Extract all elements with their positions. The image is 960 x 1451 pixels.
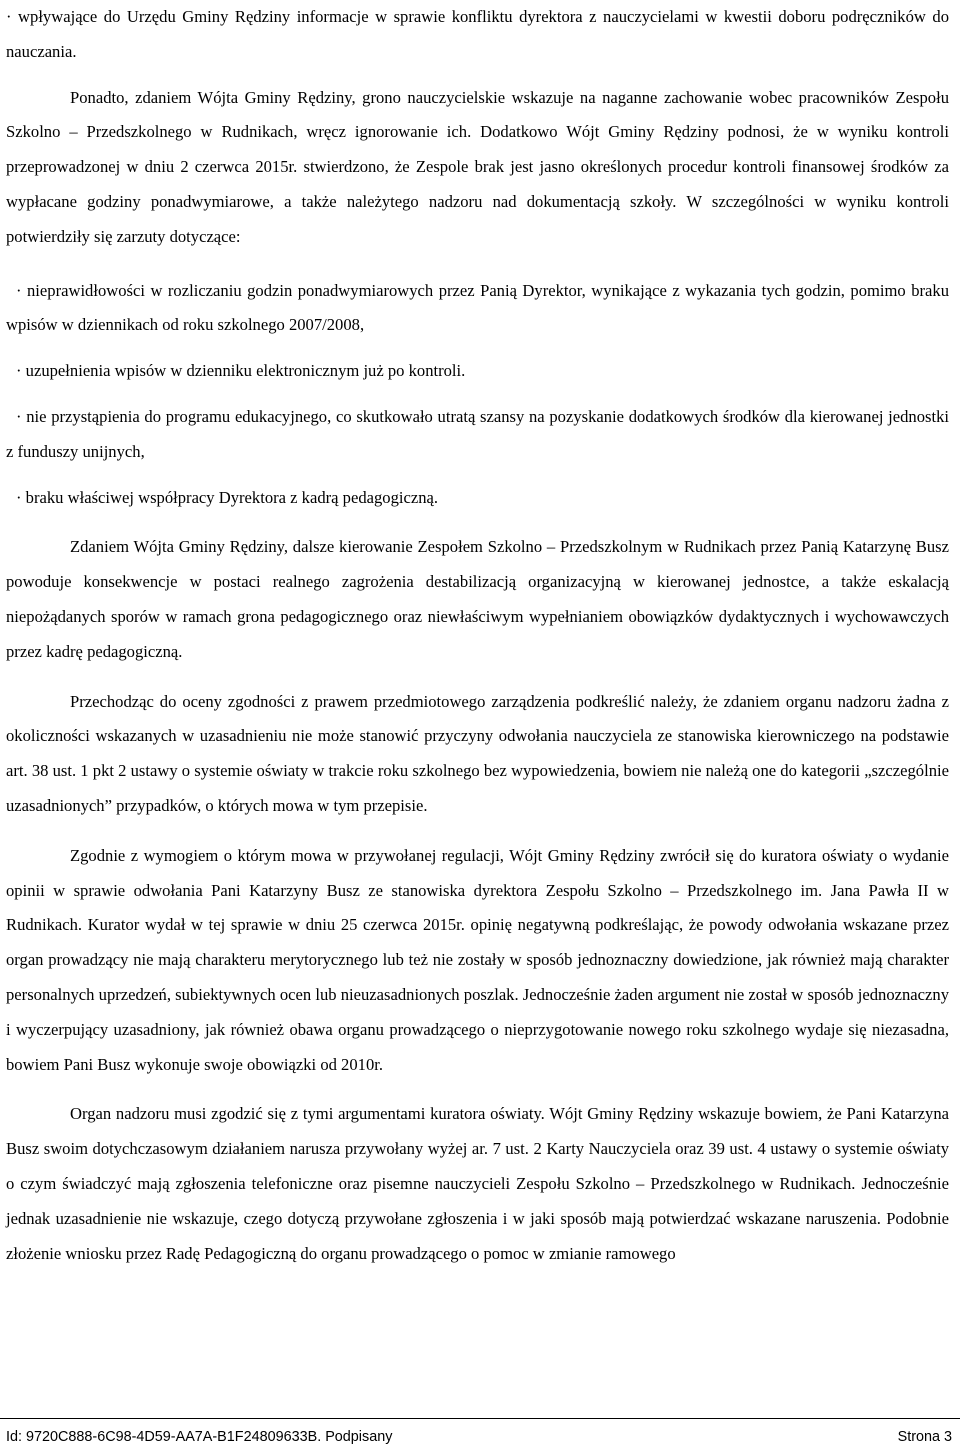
bullet-item-hours: · nieprawidłowości w rozliczaniu godzin ponadwymiarowych przez Panią Dyrektor, wynikające z wykazania tych godzin, pomimo braku wpisów w dziennikach od roku szkolnego 2007/2008,: [6, 280, 949, 335]
paragraph-ponadto: Ponadto, zdaniem Wójta Gminy Rędziny, grono nauczycielskie wskazuje na naganne zachowanie wobec pracowników Zespołu Szkolno – Przedszkolnego w Rudnikach, wręcz ignorowanie ich. Dodatkowo Wójt Gminy Rędziny podnosi, że w wyniku kontroli przeprowadzonej w dniu 2 czerwca 2015r. stwierdzono, że Zespole brak jest jasno określonych procedur kontroli finansowej środków za wypłacane godziny ponadwymiarowe, a także należytego nadzoru nad dokumentacją szkoły. W szczególności w wyniku kontroli potwierdziły się zarzuty dotyczące:: [6, 87, 949, 246]
paragraph-bullet-intro: · wpływające do Urzędu Gminy Rędziny informacje w sprawie konfliktu dyrektora z nauczycielami w kwestii doboru podręczników do nauczania.: [6, 7, 949, 61]
bullet-item-journal: · uzupełnienia wpisów w dzienniku elektronicznym już po kontroli.: [16, 361, 466, 381]
paragraph-zdaniem: Zdaniem Wójta Gminy Rędziny, dalsze kierowanie Zespołem Szkolno – Przedszkolnym w Rudnikach przez Panią Katarzynę Busz powoduje konsekwencje w postaci realnego zagrożenia destabilizacją organizacyjną w kierowanej jednostce, a także eskalacją niepożądanych sporów w ramach grona pedagogicznego oraz niewłaściwym wypełnianiem obowiązków dydaktycznych i wychowawczych przez kadrę pedagogiczną.: [6, 537, 949, 661]
footer-divider: [0, 1418, 960, 1419]
bullet-item-program: · nie przystąpienia do programu edukacyjnego, co skutkowało utratą szansy na pozyskanie dodatkowych środków dla kierowanej jednostki z funduszy unijnych,: [6, 406, 949, 461]
paragraph-organ-nadzoru: Organ nadzoru musi zgodzić się z tymi argumentami kuratora oświaty. Wójt Gminy Rędziny wskazuje bowiem, że Pani Katarzyna Busz swoim dotychczasowym działaniem narusza przywołany wyżej ar. 7 ust. 2 Karty Nauczyciela oraz 39 ust. 4 ustawy o systemie oświaty o czym świadczyć mają zgłoszenia telefoniczne oraz pisemne nauczycieli Zespołu Szkolno – Przedszkolnego w Rudnikach. Jednocześnie jednak uzasadnienie nie wskazuje, czego dotyczą przywołane zgłoszenia i w jaki sposób mają potwierdzać wskazane naruszenia. Podobnie złożenie wniosku przez Radę Pedagogiczną do organu prowadzącego o pomoc w zmianie ramowego: [6, 1104, 949, 1263]
document-id-text: Id: 9720C888-6C98-4D59-AA7A-B1F24809633B. Podpisany: [6, 1429, 393, 1445]
page-number: Strona 3: [897, 1429, 952, 1445]
bullet-item-cooperation: · braku właściwej współpracy Dyrektora z kadrą pedagogiczną.: [16, 487, 439, 507]
paragraph-przechodzac: Przechodząc do oceny zgodności z prawem przedmiotowego zarządzenia podkreślić należy, że zdaniem organu nadzoru żadna z okoliczności wskazanych w uzasadnieniu nie może stanowić przyczyny odwołania nauczyciela ze stanowiska kierowniczego na podstawie art. 38 ust. 1 pkt 2 ustawy o systemie oświaty w trakcie roku szkolnego bez wypowiedzenia, bowiem nie należą one do kategorii „szczególnie uzasadnionych” przypadków, o których mowa w tym przepisie.: [6, 691, 949, 815]
paragraph-zgodnie: Zgodnie z wymogiem o którym mowa w przywołanej regulacji, Wójt Gminy Rędziny zwrócił się do kuratora oświaty o wydanie opinii w sprawie odwołania Pani Katarzyny Busz ze stanowiska dyrektora Zespołu Szkolno – Przedszkolnego im. Jana Pawła II w Rudnikach. Kurator wydał w tej sprawie w dniu 25 czerwca 2015r. opinię negatywną podkreślając, że powody odwołania wskazane przez organ prowadzący nie mają charakteru merytorycznego lub też nie zostały w sposób jednoznaczny dowiedzione, jak również mają charakter personalnych uprzedzeń, subiektywnych ocen lub nieuzasadnionych poszlak. Jednocześnie żaden argument nie został w sposób jednoznaczny i wyczerpujący uzasadniony, jak również obawa organu prowadzącego o nieprzygotowanie nowego roku szkolnego wydaje się niezasadna, bowiem Pani Busz wykonuje swoje obowiązki od 2010r.: [6, 845, 949, 1074]
page-footer: [6, 1428, 952, 1446]
document-page: [6, 0, 949, 1271]
